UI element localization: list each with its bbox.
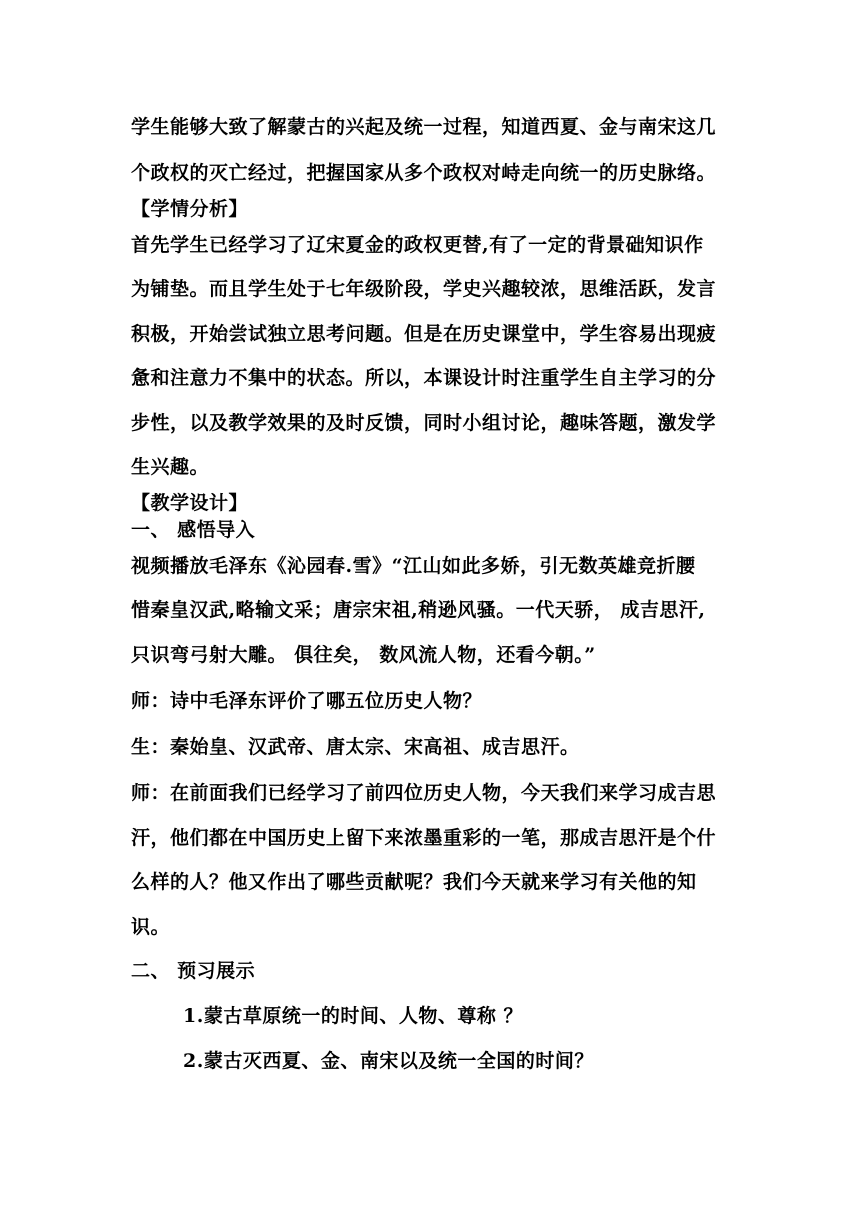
dialogue-line-2: 生：秦始皇、汉武帝、唐太宗、宋高祖、成吉思汗。: [131, 736, 580, 758]
part1-title: 一、 感悟导入: [131, 519, 256, 541]
learning-analysis-line-2: 为铺垫。而且学生处于七年级阶段，学史兴趣较浓，思维活跃，发言: [131, 278, 717, 300]
part1-line-3: 只识弯弓射大雕。 俱往矣， 数风流人物，还看今朝。”: [131, 644, 596, 666]
intro-line-1: 学生能够大致了解蒙古的兴起及统一过程，知道西夏、金与南宋这几: [131, 116, 717, 138]
learning-analysis-heading: 【学情分析】: [131, 198, 249, 220]
dialogue-line-6: 识。: [131, 916, 171, 938]
part2-title: 二、 预习展示: [131, 960, 256, 982]
learning-analysis-line-4: 惫和注意力不集中的状态。所以，本课设计时注重学生自主学习的分: [131, 367, 717, 389]
dialogue-line-5: 么样的人？他又作出了哪些贡献呢？我们今天就来学习有关他的知: [131, 871, 697, 893]
dialogue-line-1: 师：诗中毛泽东评价了哪五位历史人物？: [131, 690, 483, 712]
learning-analysis-line-5: 步性，以及教学效果的及时反馈，同时小组讨论，趣味答题，激发学: [131, 412, 717, 434]
part1-line-1: 视频播放毛泽东《沁园春.雪》“江山如此多娇，引无数英雄竞折腰: [131, 555, 696, 577]
intro-line-2: 个政权的灭亡经过，把握国家从多个政权对峙走向统一的历史脉络。: [131, 162, 717, 184]
learning-analysis-line-1: 首先学生已经学习了辽宋夏金的政权更替,有了一定的背景础知识作: [131, 234, 704, 256]
dialogue-line-4: 汗，他们都在中国历史上留下来浓墨重彩的一笔，那成吉思汗是个什: [131, 827, 717, 849]
part2-question-2: 2.蒙古灭西夏、金、南宋以及统一全国的时间？: [183, 1050, 594, 1072]
teaching-design-heading: 【教学设计】: [131, 492, 249, 514]
learning-analysis-line-3: 积极，开始尝试独立思考问题。但是在历史课堂中，学生容易出现疲: [131, 323, 717, 345]
learning-analysis-line-6: 生兴趣。: [131, 456, 210, 478]
part1-line-2: 惜秦皇汉武,略输文采；唐宗宋祖,稍逊风骚。一代天骄， 成吉思汗,: [131, 599, 706, 621]
part2-question-1: 1.蒙古草原统一的时间、人物、尊称 ？: [183, 1005, 523, 1027]
dialogue-line-3: 师：在前面我们已经学习了前四位历史人物，今天我们来学习成吉思: [131, 782, 717, 804]
